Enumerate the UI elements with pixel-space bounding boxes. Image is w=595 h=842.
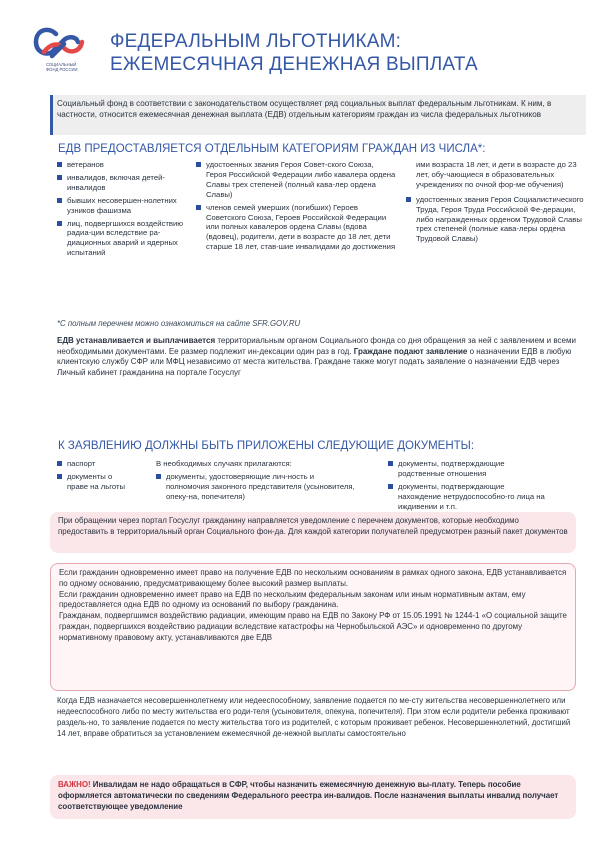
list-item xyxy=(196,203,396,253)
square-bullet-icon xyxy=(388,461,393,466)
procedure-bold1: ЕДВ устанавливается и выплачивается xyxy=(57,336,216,345)
multiple-grounds-p2: Если гражданин одновременно имеет право на ЕДВ по нескольким федеральным законам или иным нормативным актам, ему предоставляется одна ЕДВ по одному из оснований по выбору гражданина. xyxy=(59,589,526,610)
square-bullet-icon xyxy=(388,484,393,489)
list-item xyxy=(388,459,548,479)
procedure-bold2: Граждане подают заявление xyxy=(353,346,468,356)
categories-col3 xyxy=(406,160,586,247)
list-item-text: инвалидов, включая детей-инвалидов xyxy=(67,172,165,192)
list-item-text: удостоенных звания Героя Совет-ского Союза, Героя Российской Федерации либо кавалера ордена Славы трех степеней (полный кава-лер ордена Славы) xyxy=(206,160,396,199)
list-item-text: лиц, подвергшихся воздействию радиа-ции вследствие ра-диационных аварий и ядерных испытаний xyxy=(67,218,184,258)
square-bullet-icon xyxy=(57,474,62,479)
intro-block xyxy=(50,95,586,135)
list-item xyxy=(388,482,548,512)
footnote: *С полным перечнем можно ознакомиться на сайте SFR.GOV.RU xyxy=(57,319,301,328)
multiple-grounds-box xyxy=(50,563,576,691)
logo-line2: ФОНД РОССИИ xyxy=(46,67,78,72)
list-item-continuation: ими возраста 18 лет, и дети в возрасте до 23 лет, обу-чающиеся в образовательных учреждениях по очной фор-ме обучения) xyxy=(416,160,577,189)
list-item xyxy=(406,195,586,245)
documents-col2 xyxy=(156,459,371,505)
list-item-text: документы, подтверждающие нахождение нетрудоспособно-го лица на иждивении и т.п. xyxy=(398,481,545,511)
title-line1: ФЕДЕРАЛЬНЫМ ЛЬГОТНИКАМ: xyxy=(110,31,402,52)
square-bullet-icon xyxy=(57,221,62,226)
square-bullet-icon xyxy=(57,175,62,180)
intro-accent-bar xyxy=(50,95,53,135)
list-item-text: бывших несовершен-нолетних узников фашизма xyxy=(67,195,177,215)
list-item-text: паспорт xyxy=(67,459,96,468)
list-item xyxy=(196,160,396,200)
documents-col3 xyxy=(388,459,548,515)
list-item xyxy=(57,459,142,469)
logo-line1: СОЦИАЛЬНЫЙ xyxy=(46,62,77,67)
list-item xyxy=(57,472,127,492)
categories-heading: ЕДВ ПРЕДОСТАВЛЯЕТСЯ ОТДЕЛЬНЫМ КАТЕГОРИЯМ ГРАЖДАН ИЗ ЧИСЛА*: xyxy=(58,143,486,155)
square-bullet-icon xyxy=(57,461,62,466)
gosuslugi-note xyxy=(50,512,576,553)
square-bullet-icon xyxy=(156,474,161,479)
procedure-text1: территориальным органом Социального фонда со дня обращения за ней с заявлением и всеми необходимыми документами. Ее размер подлежит ин-дексации один раз в год. xyxy=(57,336,576,356)
documents-heading: К ЗАЯВЛЕНИЮ ДОЛЖНЫ БЫТЬ ПРИЛОЖЕНЫ СЛЕДУЮЩИЕ ДОКУМЕНТЫ: xyxy=(58,440,475,452)
square-bullet-icon xyxy=(406,197,411,202)
list-item xyxy=(57,160,185,170)
list-item xyxy=(57,173,185,193)
list-item xyxy=(57,219,185,259)
logo-caption xyxy=(46,62,78,72)
list-item-text: членов семей умерших (погибших) Героев Советского Союза, Героев Российской Федерации или полных кавалеров ордена Славы (вдова (вдовец), родители, дети в возрасте до 18 лет, дети старше 18 лет, став-шие инвалидами до достижения xyxy=(206,202,396,252)
important-label: ВАЖНО! xyxy=(58,780,91,789)
important-notice xyxy=(50,775,576,819)
minors-text: Когда ЕДВ назначается несовершеннолетнему или недееспособному, заявление подается по ме-сту жительства несовершеннолетнего или недееспособного либо по месту жительства его роди-теля (усыновителя, опекуна, попечителя). При этом если родители ребенка проживают раздель-но, то заявление подается по месту жительства того из родителей, с которым проживает ребенок. Несовершеннолетний, достигший 14 лет, вправе обратиться за установлением ежемесячной де-нежной выплаты самостоятельно xyxy=(57,696,571,738)
title-line2: ЕЖЕМЕСЯЧНАЯ ДЕНЕЖНАЯ ВЫПЛАТА xyxy=(110,54,478,75)
list-item-text: ветеранов xyxy=(67,160,104,169)
list-item-text: документы о праве на льготы xyxy=(67,471,126,491)
multiple-grounds-p1: Если гражданин одновременно имеет право на получение ЕДВ по нескольким основаниям в рамках одного закона, ЕДВ устанавливается по одному основанию, предусматривающему более высокий размер выплаты. xyxy=(59,568,567,588)
documents-col2-intro: В необходимых случаях прилагаются: xyxy=(156,459,292,468)
list-item-text: документы, удостоверяющие лич-ность и полномочия законного представителя (усыновителя, опеку-на, попечителя) xyxy=(166,471,355,501)
procedure-paragraph xyxy=(57,336,582,379)
page-title xyxy=(110,30,478,76)
documents-col1 xyxy=(57,459,142,495)
list-item xyxy=(57,196,185,216)
categories-col2 xyxy=(196,160,396,255)
square-bullet-icon xyxy=(196,205,201,210)
list-item-text: документы, подтверждающие родственные отношения xyxy=(398,459,505,478)
square-bullet-icon xyxy=(57,198,62,203)
procedure-text2: о назначении ЕДВ в любую клиентскую службу СФР или МФЦ независимо от места жительства. Граждане также могут подать заявление о назначении ЕДВ через Личный кабинет гражданина на портале Госуслуг xyxy=(57,346,572,378)
list-item-text: удостоенных звания Героя Социалистического Труда, Героя Труда Российской Фе-дерации, либо награжденных орденом Трудовой Славы трех степеней (полные кава-леры ордена Трудовой Славы) xyxy=(416,194,584,244)
minors-paragraph xyxy=(57,696,579,740)
intro-text: Социальный фонд в соответствии с законодательством осуществляет ряд социальных выплат федеральным льготникам. К ним, в частности, относится ежемесячная денежная выплата (ЕДВ) отдельным категориям граждан из числа федеральных льготников xyxy=(57,99,552,119)
square-bullet-icon xyxy=(196,162,201,167)
square-bullet-icon xyxy=(57,162,62,167)
list-item xyxy=(156,472,356,502)
multiple-grounds-p3: Гражданам, подвергшимся воздействию радиации, имеющим право на ЕДВ по Закону РФ от 15.05.1991 № 1244-1 «О социальной защите граждан, подвергшихся воздействию радиации вследствие катастрофы на Чернобыльской АЭС» и одновременно по другому нормативному правовому акту, устанавливаются две ЕДВ xyxy=(59,611,567,642)
important-text: Инвалидам не надо обращаться в СФР, чтобы назначить ежемесячную денежную вы-плату. Теперь пособие оформляется автоматически по сведениям Федерального реестра ин-валидов. После назначения выплаты инвалид получает соответствующее уведомление xyxy=(58,780,559,811)
categories-col1 xyxy=(57,160,185,261)
gosuslugi-note-text: При обращении через портал Госуслуг гражданину направляется уведомление с перечнем документов, которые необходимо предоставить в территориальный орган Социального фон-да. Для каждой категории получателей предусмотрен разный пакет документов xyxy=(58,516,568,536)
